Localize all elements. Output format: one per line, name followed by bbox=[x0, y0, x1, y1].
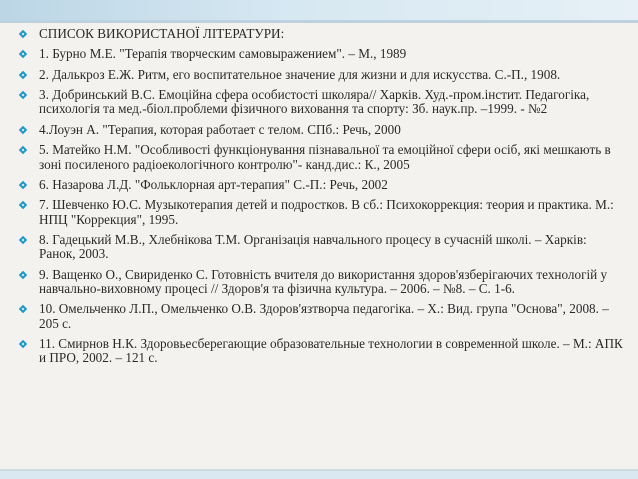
list-heading bbox=[12, 27, 624, 41]
list-item bbox=[12, 337, 624, 366]
diamond-bullet-icon bbox=[19, 126, 27, 134]
bottom-decor-band bbox=[0, 471, 638, 479]
diamond-bullet-icon bbox=[19, 146, 27, 154]
list-item-text: 8. Гадецький М.В., Хлебнікова Т.М. Організація навчального процесу в сучасній школі. – Харків: Ранок, 2003. bbox=[39, 232, 587, 262]
list-item-text: 5. Матейко Н.М. "Особливості функціонування пізнавальної та емоційної сфери осіб, які мешкають в зоні посиленого радіоекологічного контролю"- канд.дис.: К., 2005 bbox=[39, 142, 611, 172]
diamond-bullet-icon bbox=[19, 71, 27, 79]
diamond-bullet-icon bbox=[19, 50, 27, 58]
list-item-text: 7. Шевченко Ю.С. Музыкотерапия детей и подростков. В сб.: Психокоррекция: теория и практика. М.: НПЦ "Коррекция", 1995. bbox=[39, 197, 614, 227]
diamond-bullet-icon bbox=[19, 236, 27, 244]
top-decor-band bbox=[0, 0, 638, 20]
list-item-text: СПИСОК ВИКОРИСТАНОЇ ЛІТЕРАТУРИ: bbox=[39, 26, 285, 41]
diamond-bullet-icon bbox=[19, 30, 27, 38]
reference-list bbox=[12, 27, 624, 372]
list-item bbox=[12, 268, 624, 297]
list-item-text: 4.Лоуэн А. "Терапия, которая работает с телом. СПб.: Речь, 2000 bbox=[39, 121, 401, 137]
list-item-text: 10. Омельченко Л.П., Омельченко О.В. Здоров'язтворча педагогіка. – Х.: Вид. група "Основа", 2008. – 205 с. bbox=[39, 301, 609, 331]
list-item bbox=[12, 47, 624, 61]
list-item-text: 2. Далькроз Е.Ж. Ритм, его воспитательное значение для жизни и для искусства. С.-П., 1908. bbox=[39, 66, 561, 82]
list-item bbox=[12, 143, 624, 172]
diamond-bullet-icon bbox=[19, 181, 27, 189]
list-item-text: 6. Назарова Л.Д. "Фольклорная арт-терапия" С.-П.: Речь, 2002 bbox=[39, 176, 388, 192]
diamond-bullet-icon bbox=[19, 91, 27, 99]
diamond-bullet-icon bbox=[19, 201, 27, 209]
list-item bbox=[12, 88, 624, 117]
list-item-text: 9. Ващенко О., Свириденко С. Готовність вчителя до використання здоров'язберігаючих технологій у навчально-виховному процесі // Здоров'я та фізична культура. – 2006. – №8. – С. 1-6. bbox=[39, 266, 608, 296]
list-item-text: 3. Добринський В.С. Емоційна сфера особистості школяра// Харків. Худ.-пром.інстит. Педагогіка, психологія та мед.-біол.проблеми фізичного виховання та спорту: Зб. наук.пр. –1999. - №2 bbox=[39, 87, 590, 117]
diamond-bullet-icon bbox=[19, 340, 27, 348]
list-item bbox=[12, 198, 624, 227]
list-item-text: 11. Смирнов Н.К. Здоровьесберегающие образовательные технологии в современной школе. – М.: АПК и ПРО, 2002. – 121 с. bbox=[39, 336, 623, 366]
list-item bbox=[12, 123, 624, 137]
list-item bbox=[12, 68, 624, 82]
diamond-bullet-icon bbox=[19, 305, 27, 313]
list-item bbox=[12, 178, 624, 192]
list-item-text: 1. Бурно М.Е. "Терапія творческим самовыражением". – М., 1989 bbox=[39, 46, 407, 62]
list-item bbox=[12, 302, 624, 331]
top-decor-line bbox=[0, 20, 638, 23]
diamond-bullet-icon bbox=[19, 270, 27, 278]
list-item bbox=[12, 233, 624, 262]
